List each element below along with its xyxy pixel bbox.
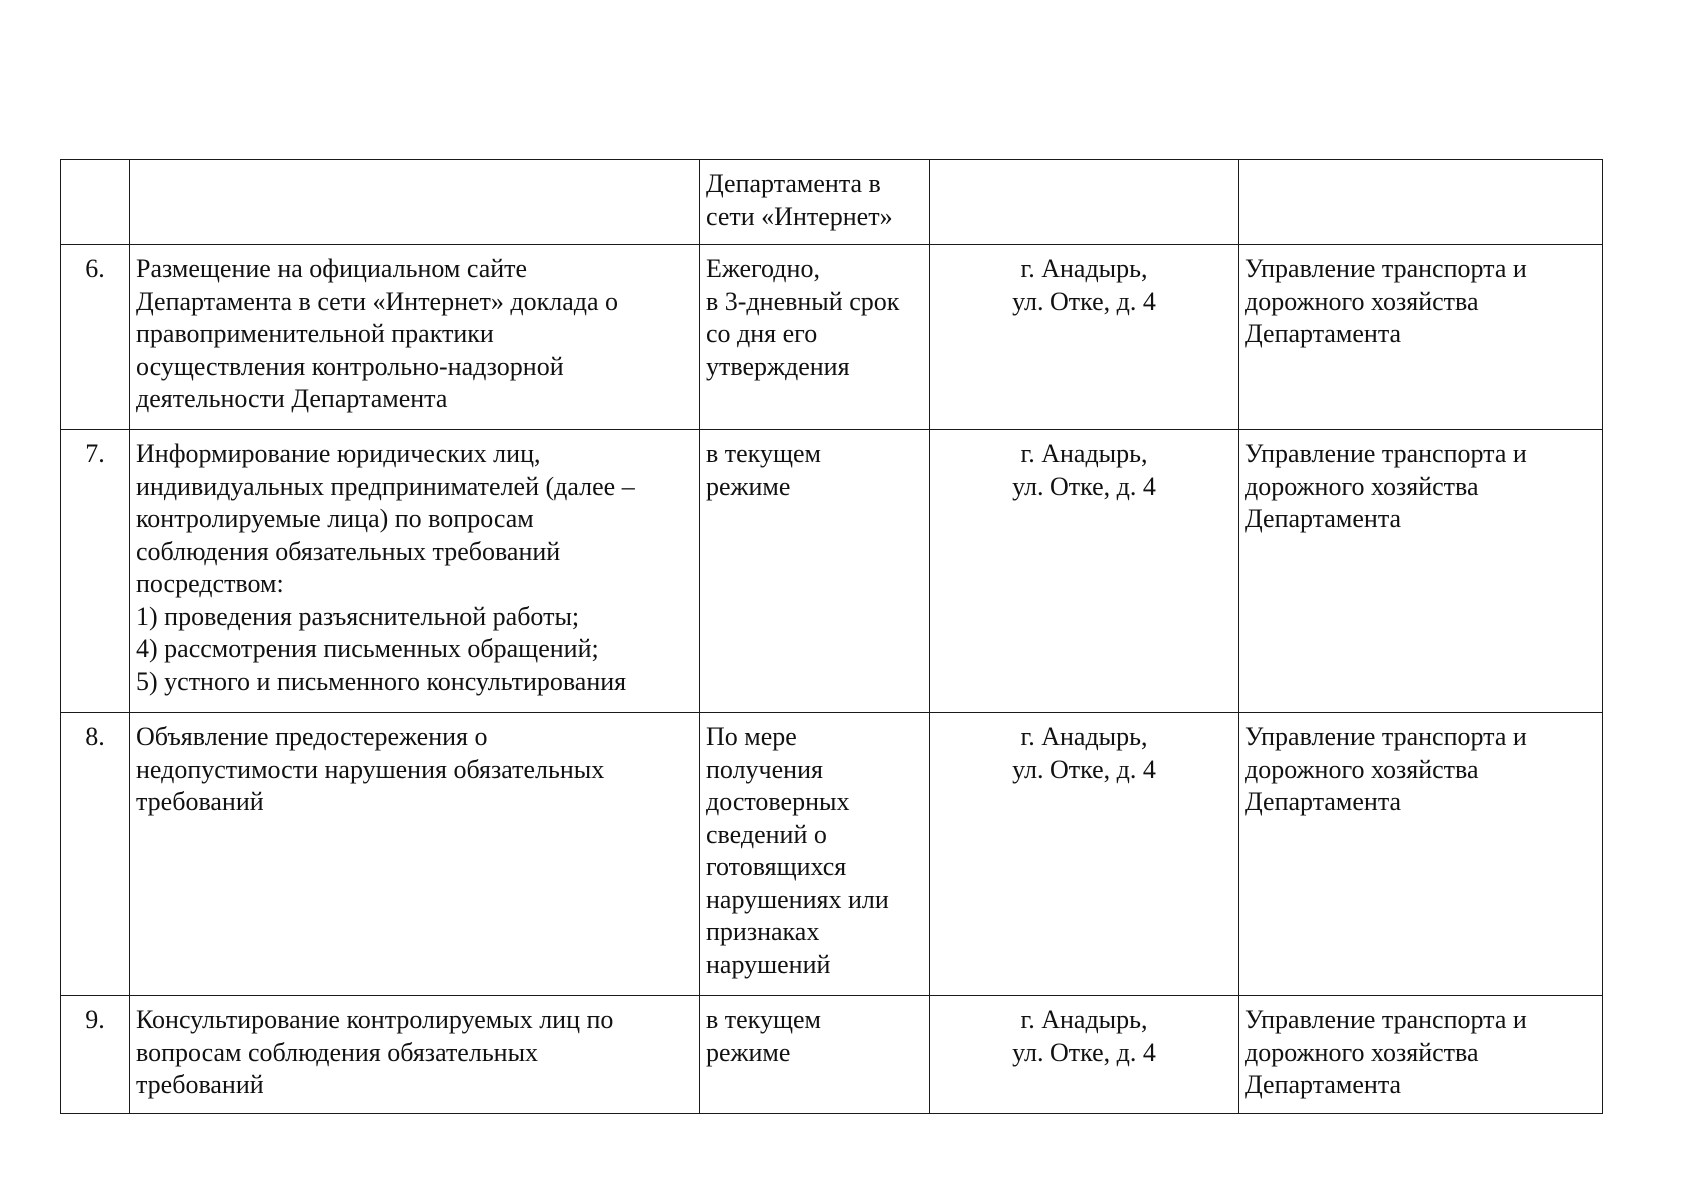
text-line: недопустимости нарушения обязательных bbox=[136, 754, 605, 784]
text-line: Департамента bbox=[1245, 1070, 1402, 1099]
text-line: посредством: bbox=[136, 569, 284, 598]
deadline-cell bbox=[700, 713, 930, 996]
table-row bbox=[61, 996, 1603, 1114]
responsible-cell bbox=[1239, 245, 1603, 430]
location-cell bbox=[930, 160, 1239, 245]
text-line: г. Анадырь, bbox=[1020, 1005, 1148, 1034]
text-line: Департамента bbox=[1245, 787, 1402, 816]
table-row bbox=[61, 430, 1603, 713]
row-number-cell bbox=[61, 160, 130, 245]
text-line: Департамента bbox=[1245, 319, 1402, 348]
text-line: г. Анадырь, bbox=[1020, 254, 1148, 283]
text-line: получения bbox=[706, 754, 823, 784]
text-line: со дня его bbox=[706, 319, 818, 348]
row-number-cell: 6. bbox=[61, 245, 130, 430]
table-row bbox=[61, 713, 1603, 996]
row-number-cell: 9. bbox=[61, 996, 130, 1114]
text-line: соблюдения обязательных требований bbox=[136, 536, 561, 566]
measure-name-cell bbox=[130, 430, 700, 713]
text-line: в текущем bbox=[706, 439, 821, 468]
text-line: сети «Интернет» bbox=[706, 201, 893, 231]
text-line: Управление транспорта и bbox=[1245, 722, 1527, 751]
text-line: ул. Отке, д. 4 bbox=[1012, 1037, 1156, 1067]
deadline-cell bbox=[700, 996, 930, 1114]
text-line: требований bbox=[136, 787, 264, 816]
measure-name-cell bbox=[130, 996, 700, 1114]
text-line: утверждения bbox=[706, 351, 850, 381]
responsible-cell bbox=[1239, 430, 1603, 713]
text-line: Управление транспорта и bbox=[1245, 1005, 1527, 1034]
text-line: деятельности Департамента bbox=[136, 384, 448, 413]
text-line: сведений о bbox=[706, 819, 827, 849]
text-line: ул. Отке, д. 4 bbox=[1012, 471, 1156, 501]
text-line: г. Анадырь, bbox=[1020, 439, 1148, 468]
text-line: нарушениях или bbox=[706, 884, 889, 914]
text-line: дорожного хозяйства bbox=[1245, 1037, 1479, 1067]
location-cell bbox=[930, 996, 1239, 1114]
measures-table-body bbox=[61, 160, 1603, 1114]
text-line: Департамента bbox=[1245, 504, 1402, 533]
deadline-cell bbox=[700, 160, 930, 245]
location-cell bbox=[930, 245, 1239, 430]
row-number-cell: 8. bbox=[61, 713, 130, 996]
text-line: достоверных bbox=[706, 787, 850, 816]
text-line: 5) устного и письменного консультирования bbox=[136, 666, 627, 696]
measures-table bbox=[60, 159, 1603, 1114]
text-line: дорожного хозяйства bbox=[1245, 286, 1479, 316]
deadline-cell bbox=[700, 430, 930, 713]
measure-name-cell bbox=[130, 245, 700, 430]
text-line: Объявление предостережения о bbox=[136, 722, 488, 751]
text-line: Департамента в bbox=[706, 169, 881, 198]
text-line: режиме bbox=[706, 1037, 791, 1067]
text-line: готовящихся bbox=[706, 852, 847, 881]
text-line: Консультирование контролируемых лиц по bbox=[136, 1005, 614, 1034]
measure-name-cell bbox=[130, 160, 700, 245]
table-row bbox=[61, 245, 1603, 430]
text-line: 4) рассмотрения письменных обращений; bbox=[136, 634, 599, 663]
text-line: г. Анадырь, bbox=[1020, 722, 1148, 751]
text-line: Ежегодно, bbox=[706, 254, 820, 283]
text-line: дорожного хозяйства bbox=[1245, 754, 1479, 784]
responsible-cell bbox=[1239, 160, 1603, 245]
text-line: в текущем bbox=[706, 1005, 821, 1034]
text-line: осуществления контрольно-надзорной bbox=[136, 351, 564, 381]
text-line: контролируемые лица) по вопросам bbox=[136, 504, 534, 533]
text-line: 1) проведения разъяснительной работы; bbox=[136, 601, 580, 631]
text-line: дорожного хозяйства bbox=[1245, 471, 1479, 501]
text-line: правоприменительной практики bbox=[136, 319, 494, 348]
text-line: в 3-дневный срок bbox=[706, 286, 900, 316]
text-line: режиме bbox=[706, 471, 791, 501]
responsible-cell bbox=[1239, 713, 1603, 996]
row-number-cell: 7. bbox=[61, 430, 130, 713]
text-line: Департамента в сети «Интернет» доклада о bbox=[136, 286, 619, 316]
location-cell bbox=[930, 430, 1239, 713]
text-line: признаках bbox=[706, 917, 820, 946]
table-row bbox=[61, 160, 1603, 245]
text-line: Управление транспорта и bbox=[1245, 439, 1527, 468]
text-line: По мере bbox=[706, 722, 797, 751]
text-line: индивидуальных предпринимателей (далее – bbox=[136, 471, 635, 501]
text-line: ул. Отке, д. 4 bbox=[1012, 754, 1156, 784]
text-line: нарушений bbox=[706, 949, 831, 979]
text-line: Управление транспорта и bbox=[1245, 254, 1527, 283]
text-line: требований bbox=[136, 1070, 264, 1099]
deadline-cell bbox=[700, 245, 930, 430]
measure-name-cell bbox=[130, 713, 700, 996]
text-line: вопросам соблюдения обязательных bbox=[136, 1037, 539, 1067]
text-line: Размещение на официальном сайте bbox=[136, 254, 528, 283]
responsible-cell bbox=[1239, 996, 1603, 1114]
location-cell bbox=[930, 713, 1239, 996]
text-line: Информирование юридических лиц, bbox=[136, 439, 541, 468]
text-line: ул. Отке, д. 4 bbox=[1012, 286, 1156, 316]
